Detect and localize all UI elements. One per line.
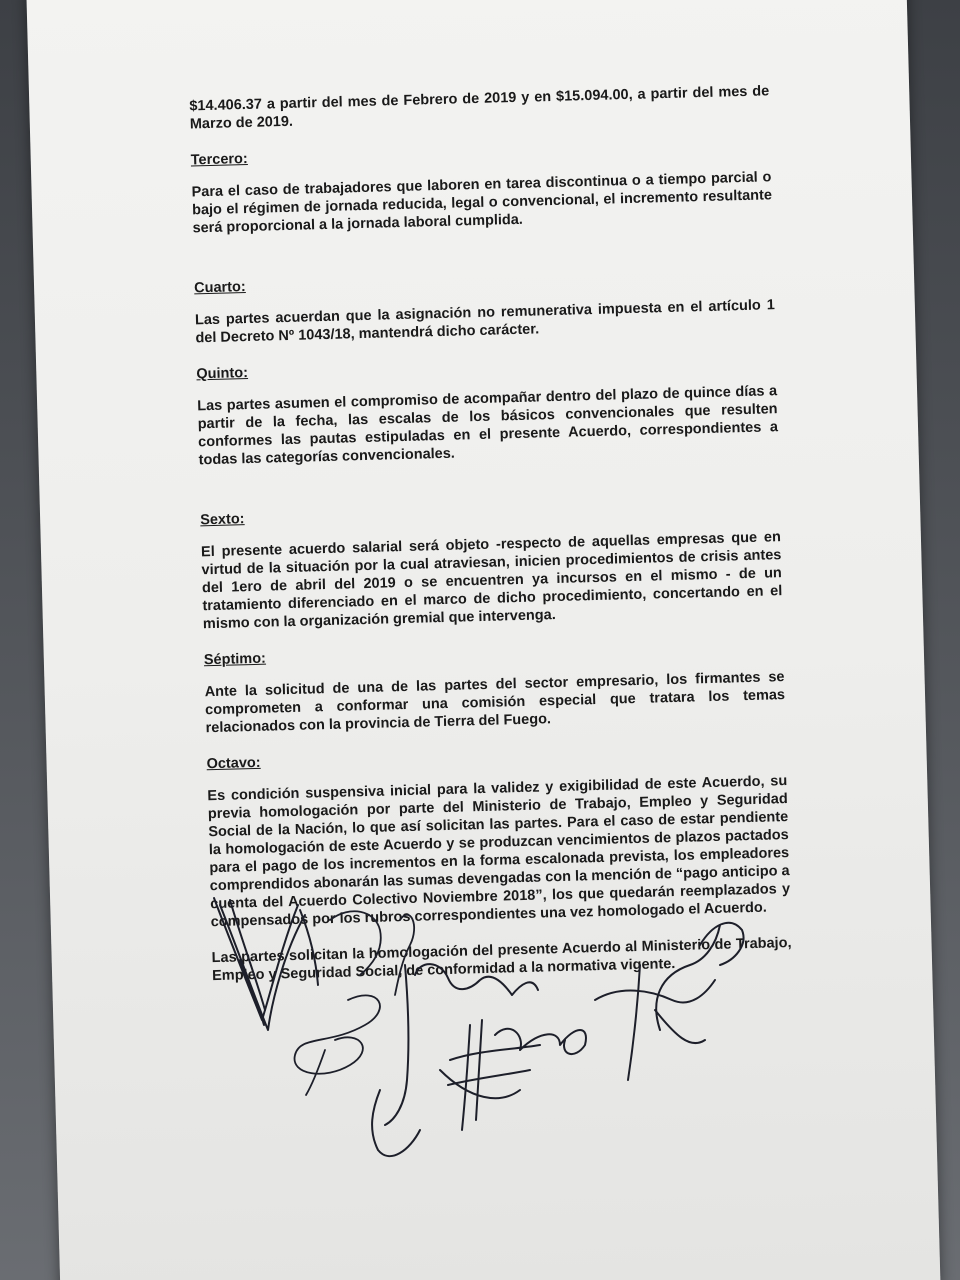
section-sexto <box>200 496 783 633</box>
section-heading: Séptimo: <box>203 650 267 669</box>
section-heading: Quinto: <box>196 365 249 383</box>
section-octavo <box>206 740 792 985</box>
section-heading: Cuarto: <box>193 279 246 297</box>
section-paragraph: Para el caso de trabajadores que laboren en tarea discontinua o a tiempo parcial o bajo el régimen de jornada reducida, legal o convencional, el incremento resultante será proporcional a la jornada laboral cumplida. <box>191 169 773 237</box>
section-heading: Sexto: <box>200 511 245 529</box>
section-tercero <box>191 136 773 237</box>
intro-paragraph: $14.406.37 a partir del mes de Febrero de 2019 y en $15.094.00, a partir del mes de Marzo de 2019. <box>189 83 770 133</box>
section-heading: Tercero: <box>190 150 248 169</box>
section-quinto <box>196 350 779 469</box>
document-body <box>189 82 793 1003</box>
document-page <box>26 0 940 1280</box>
section-paragraph: Es condición suspensiva inicial para la validez y exigibilidad de este Acuerdo, su previa homologación por parte del Ministerio de Trabajo, Empleo y Seguridad Social de la Nación, lo que así solicitan las partes. Para el caso de estar pendiente la homologación de este Acuerdo y se produzcan vencimientos de plazos pactados para el pago de los incrementos en la forma escalonada prevista, los empleadores comprendidos abonarán las sumas devengadas con la mención de “pago anticipo a cuenta del Acuerdo Colectivo Noviembre 2018”, los que quedarán reemplazados y compensados por los rubros correspondientes una vez homologado el Acuerdo. <box>207 773 791 931</box>
section-cuarto <box>194 264 776 347</box>
section-paragraph: Las partes acuerdan que la asignación no remunerativa impuesta en el artículo 1 del Decreto Nº 1043/18, mantendrá dicho carácter. <box>194 297 776 347</box>
closing-paragraph: Las partes solicitan la homologación del presente Acuerdo al Ministerio de Trabajo, Empleo y Seguridad Social, de conformidad a la normativa vigente. <box>211 934 792 985</box>
section-paragraph: El presente acuerdo salarial será objeto -respecto de aquellas empresas que en virtud de la situación por la cual atraviesan, inicien procedimientos de crisis antes del 1ero de abril del 2019 o se encuentren ya incursos en el mismo - de un tratamiento diferenciado en el marco de dicho procedimiento, concertando en el mismo con la organización gremial que intervenga. <box>200 529 783 633</box>
section-paragraph: Las partes asumen el compromiso de acompañar dentro del plazo de quince días a partir de la fecha, las escalas de los básicos convencionales que resulten conformes las pautas estipuladas en el presente Acuerdo, correspondientes a todas las categorías convencionales. <box>197 383 779 469</box>
section-heading: Octavo: <box>206 754 261 773</box>
section-septimo <box>204 636 786 737</box>
section-paragraph: Ante la solicitud de una de las partes del sector empresario, los firmantes se comprometen a conformar una comisión especial que tratara los temas relacionados con la provincia de Tierra del Fuego. <box>204 669 786 737</box>
